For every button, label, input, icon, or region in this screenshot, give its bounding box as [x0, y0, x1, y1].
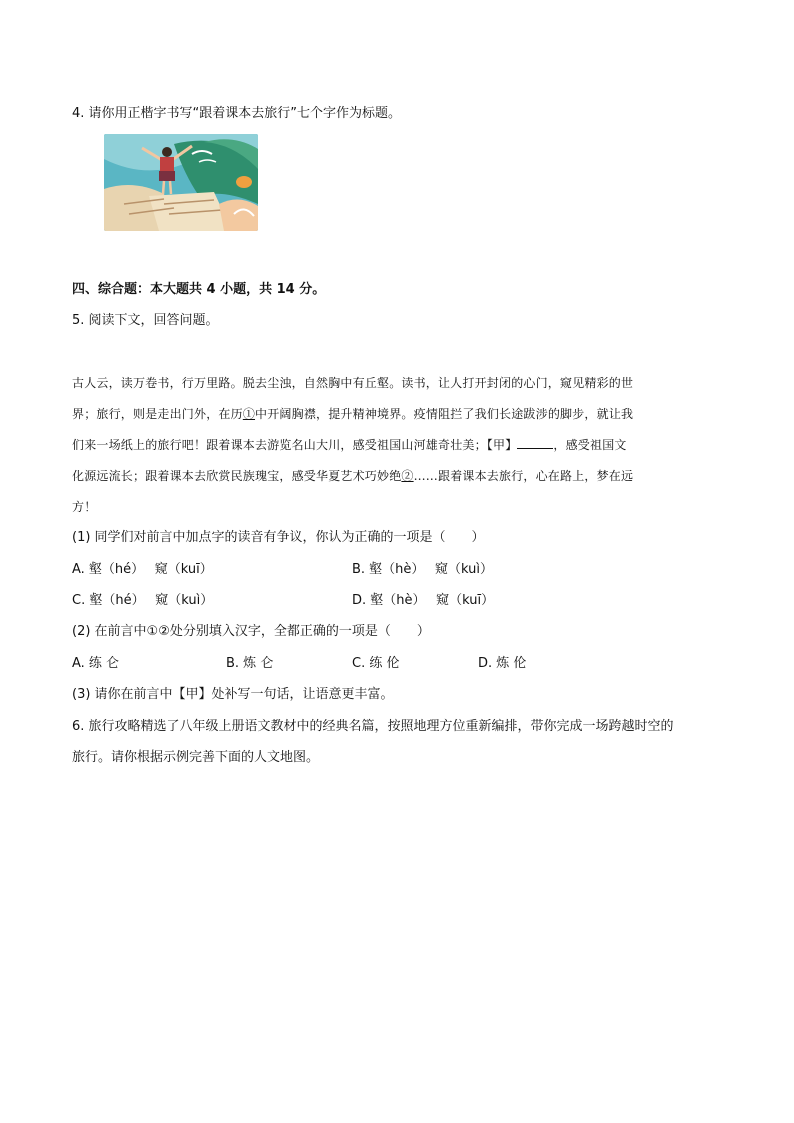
option-1b: B. 壑（hè） 窥（kuì） — [352, 562, 494, 577]
question-4: 4. 请你用正楷字书写“跟着课本去旅行”七个字作为标题。 — [72, 106, 402, 121]
sub-question-2: (2) 在前言中①②处分别填入汉字，全都正确的一项是（ ） — [72, 624, 430, 639]
girl-on-books-illustration — [104, 134, 258, 231]
sub-question-3: (3) 请你在前言中【甲】处补写一句话，让语意更丰富。 — [72, 687, 394, 702]
option-2c: C. 练 伦 — [352, 656, 400, 671]
passage-line-2 — [72, 404, 633, 424]
option-1c: C. 壑（hé） 窥（kuì） — [72, 593, 214, 608]
blank-marker-2: ② — [401, 469, 414, 483]
option-2b: B. 炼 仑 — [226, 656, 274, 671]
question-6-line-1: 6. 旅行攻略精选了八年级上册语文教材中的经典名篇，按照地理方位重新编排，带你完成一场跨越时空的 — [72, 719, 674, 734]
passage-line-2-start: 界；旅行，则是走出门外，在历 — [72, 407, 243, 421]
option-2d: D. 炼 伦 — [478, 656, 527, 671]
option-2a: A. 练 仑 — [72, 656, 120, 671]
option-1d: D. 壑（hè） 窥（kuī） — [352, 593, 495, 608]
sub-question-1: (1) 同学们对前言中加点字的读音有争议，你认为正确的一项是（ ） — [72, 530, 485, 545]
passage-line-2-end: 中开阔胸襟，提升精神境界。疫情阻拦了我们长途跋涉的脚步，就让我 — [255, 407, 634, 421]
passage-line-1: 古人云，读万卷书，行万里路。脱去尘浊，自然胸中有丘壑。读书，让人打开封闭的心门，窥见精彩的世 — [72, 376, 634, 390]
passage-line-4-end: ……跟着课本去旅行，心在路上，梦在远 — [413, 469, 634, 483]
passage-line-4-start: 化源远流长；跟着课本去欣赏民族瑰宝，感受华夏艺术巧妙绝 — [72, 469, 402, 483]
blank-marker-1: ① — [242, 407, 256, 421]
question-6-line-2: 旅行。请你根据示例完善下面的人文地图。 — [72, 750, 320, 765]
passage-line-3-end: ，感受祖国文 — [553, 438, 627, 452]
passage-line-3-start: 们来一场纸上的旅行吧！跟着课本去游览名山大川，感受祖国山河雄奇壮美；【甲】 — [72, 438, 518, 452]
question-5-intro: 5. 阅读下文，回答问题。 — [72, 313, 219, 328]
passage-line-3 — [72, 435, 627, 455]
section-4-heading: 四、综合题：本大题共 4 小题，共 14 分。 — [72, 282, 326, 297]
passage-line-5: 方！ — [72, 500, 97, 514]
passage-line-4 — [72, 466, 633, 486]
option-1a: A. 壑（hé） 窥（kuī） — [72, 562, 213, 577]
blank-jia — [517, 436, 553, 449]
